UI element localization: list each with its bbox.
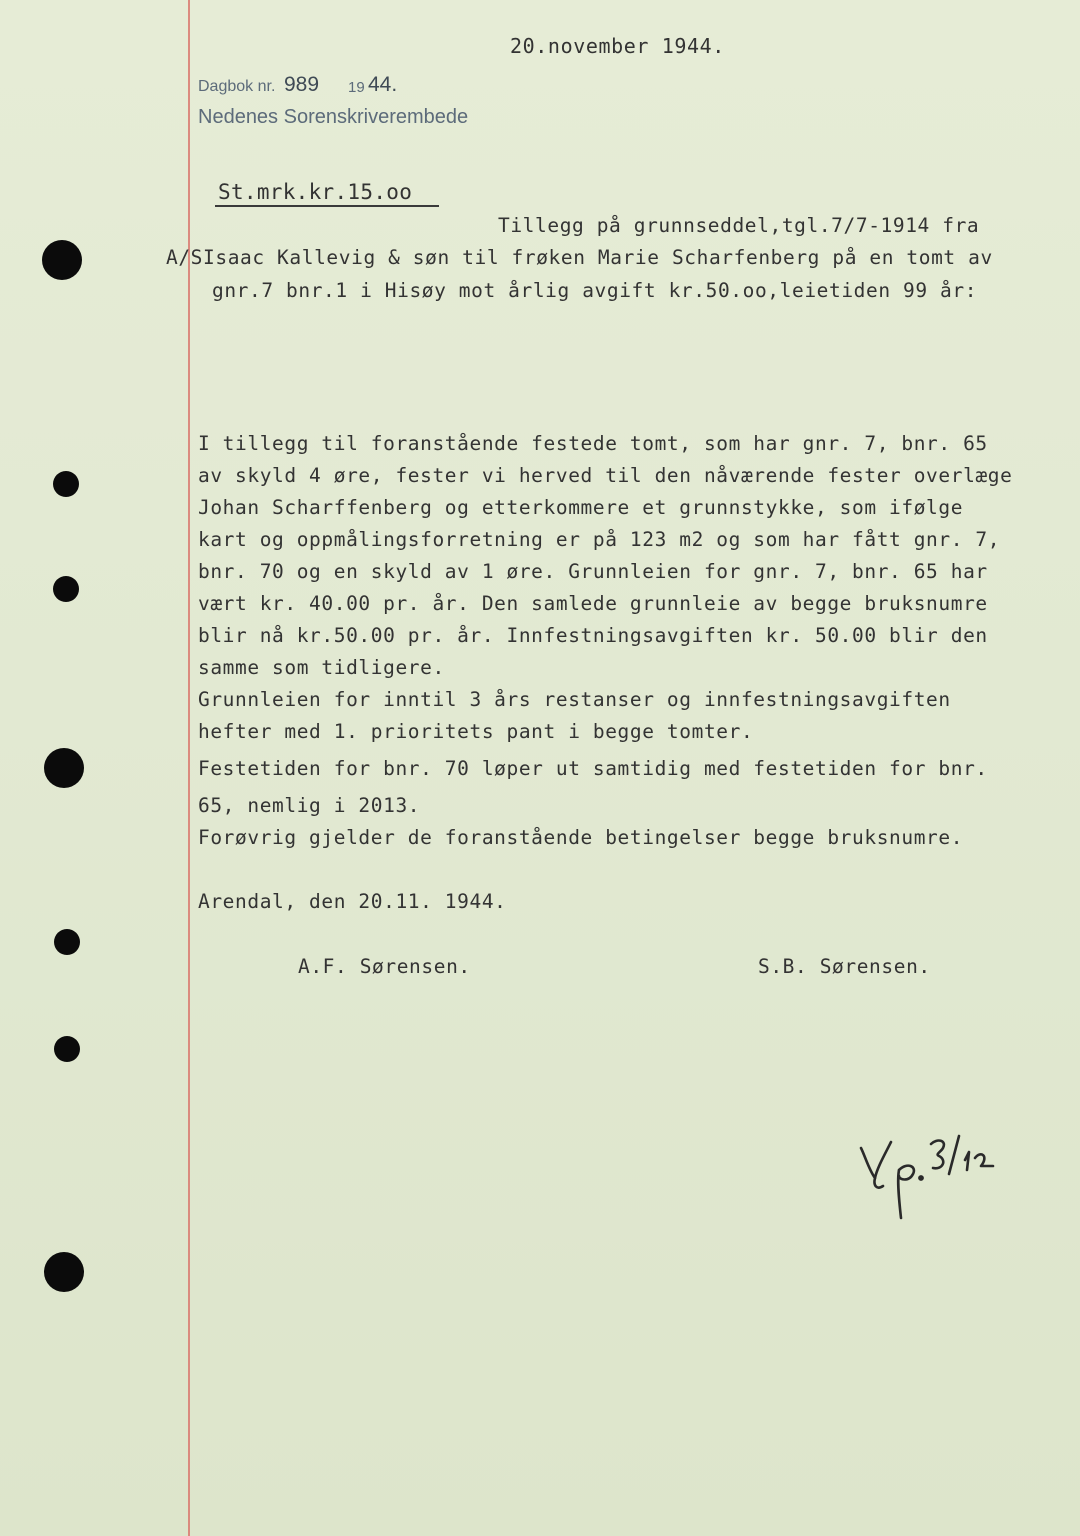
signature-right: S.B. Sørensen. bbox=[758, 955, 931, 978]
body-line: samme som tidligere. bbox=[198, 656, 445, 679]
signature-left: A.F. Sørensen. bbox=[298, 955, 471, 978]
fee-underline bbox=[215, 205, 439, 207]
body-line: 65, nemlig i 2013. bbox=[198, 794, 421, 817]
body-line: vært kr. 40.00 pr. år. Den samlede grunnleie av begge bruksnumre bbox=[198, 592, 988, 615]
body-line: bnr. 70 og en skyld av 1 øre. Grunnleien for gnr. 7, bnr. 65 har bbox=[198, 560, 988, 583]
stamp-year-prefix: 19 bbox=[348, 79, 365, 96]
punch-hole bbox=[42, 240, 82, 280]
punch-hole bbox=[54, 1036, 80, 1062]
punch-hole bbox=[54, 929, 80, 955]
punch-hole bbox=[44, 1252, 84, 1292]
body-line: I tillegg til foranstående festede tomt, som har gnr. 7, bnr. 65 bbox=[198, 432, 988, 455]
intro-line: A/SIsaac Kallevig & søn til frøken Marie Scharfenberg på en tomt av bbox=[166, 246, 993, 269]
punch-hole bbox=[53, 576, 79, 602]
body-line: Festetiden for bnr. 70 løper ut samtidig med festetiden for bnr. bbox=[198, 757, 988, 780]
body-line: av skyld 4 øre, fester vi herved til den nåværende fester overlæge bbox=[198, 464, 1013, 487]
office-name: Nedenes Sorenskriverembede bbox=[198, 106, 469, 128]
body-line: Forøvrig gjelder de foranstående betingelser begge bruksnumre. bbox=[198, 826, 964, 849]
body-line: kart og oppmålingsforretning er på 123 m2 og som har fått gnr. 7, bbox=[198, 528, 1001, 551]
stamp-year: 44. bbox=[368, 73, 398, 96]
punch-hole bbox=[44, 748, 84, 788]
intro-line: gnr.7 bnr.1 i Hisøy mot årlig avgift kr.50.oo,leietiden 99 år: bbox=[212, 279, 978, 302]
stamp-fee: St.mrk.kr.15.oo bbox=[218, 180, 413, 204]
dagbok-label: Dagbok nr. bbox=[198, 78, 276, 95]
document-date: 20.november 1944. bbox=[510, 34, 725, 58]
intro-line: Tillegg på grunnseddel,tgl.7/7-1914 fra bbox=[498, 214, 980, 237]
body-line: blir nå kr.50.00 pr. år. Innfestningsavgiften kr. 50.00 blir den bbox=[198, 624, 988, 647]
handwritten-initials bbox=[855, 1130, 1015, 1225]
margin-rule bbox=[188, 0, 190, 1536]
dagbok-number: 989 bbox=[284, 73, 320, 96]
body-line: hefter med 1. prioritets pant i begge tomter. bbox=[198, 720, 754, 743]
body-line: Grunnleien for inntil 3 års restanser og innfestningsavgiften bbox=[198, 688, 951, 711]
body-line: Johan Scharffenberg og etterkommere et grunnstykke, som ifølge bbox=[198, 496, 964, 519]
place-date: Arendal, den 20.11. 1944. bbox=[198, 890, 507, 913]
punch-hole bbox=[53, 471, 79, 497]
